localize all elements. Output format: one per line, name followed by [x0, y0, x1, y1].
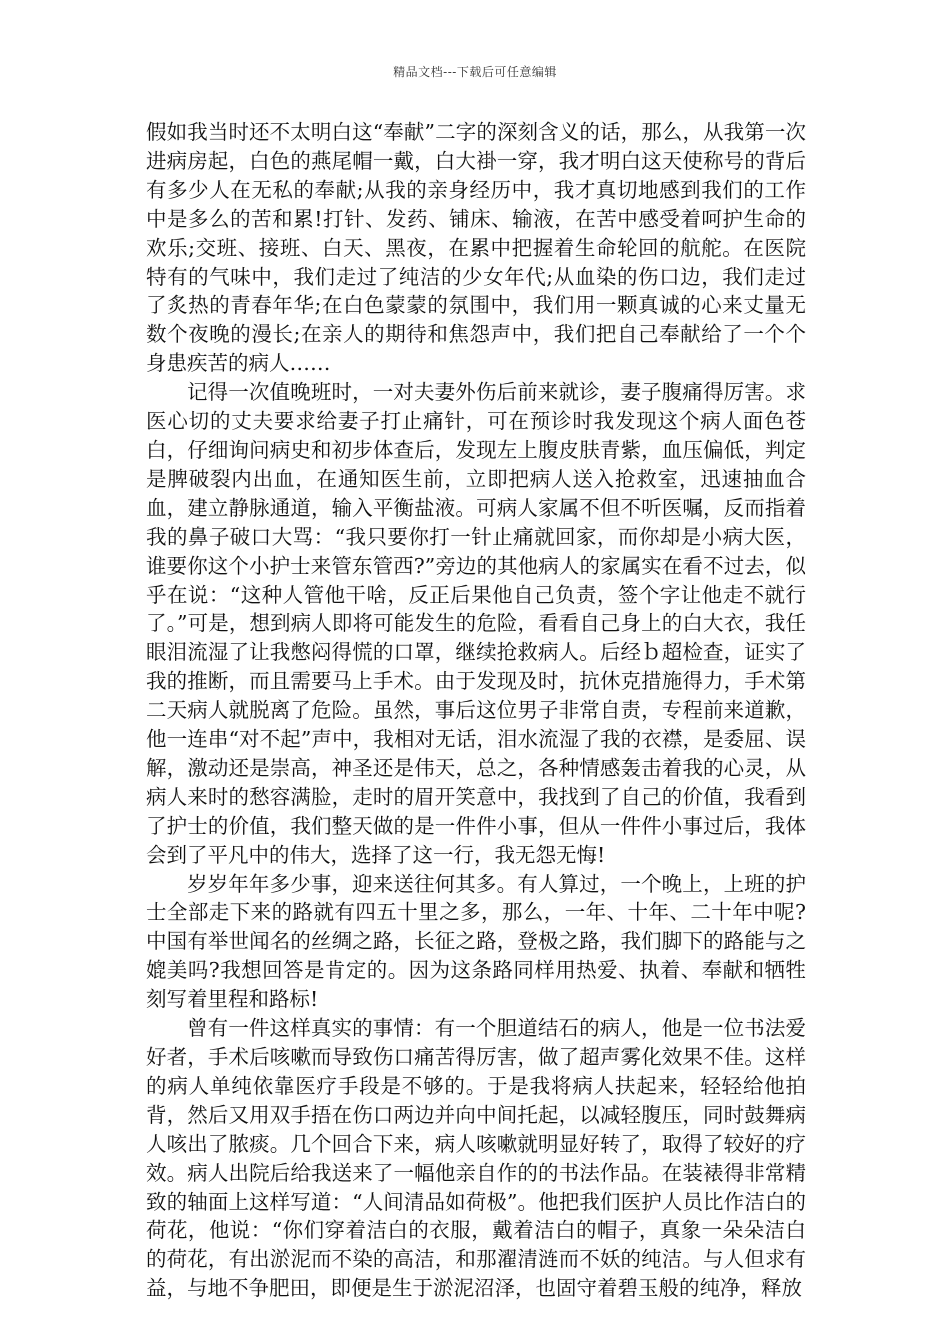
- paragraph-1: 假如我当时还不太明白这“奉献”二字的深刻含义的话，那么，从我第一次进病房起，白色的燕尾帽一戴，白大褂一穿，我才明白这天使称号的背后有多少人在无私的奉献;从我的亲身经历中，我才真切地感到我们的工作中是多么的苦和累!打针、发药、铺床、输液，在苦中感受着呵护生命的欢乐;交班、接班、白天、黑夜，在累中把握着生命轮回的航舵。在医院特有的气味中，我们走过了纯洁的少女年代;从血染的伤口边，我们走过了炙热的青春年华;在白色蒙蒙的氛围中，我们用一颗真诚的心来丈量无数个夜晚的漫长;在亲人的期待和焦怨声中，我们把自己奉献给了一个个身患疾苦的病人……: [146, 120, 806, 376]
- paragraph-2: 记得一次值晚班时，一对夫妻外伤后前来就诊，妻子腹痛得厉害。求医心切的丈夫要求给妻子打止痛针，可在预诊时我发现这个病人面色苍白，仔细询问病史和初步体查后，发现左上腹皮肤青紫，血压偏低，判定是脾破裂内出血，在通知医生前，立即把病人送入抢救室，迅速抽血合血，建立静脉通道，输入平衡盐液。可病人家属不但不听医嘱，反而指着我的鼻子破口大骂：“我只要你打一针止痛就回家，而你却是小病大医，谁要你这个小护士来管东管西?”旁边的其他病人的家属实在看不过去，似乎在说：“这种人管他干啥，反正后果他自己负责，签个字让他走不就行了。”可是，想到病人即将可能发生的危险，看看自己身上的白大衣，我任眼泪流湿了让我憋闷得慌的口罩，继续抢救病人。后经ｂ超检查，证实了我的推断，而且需要马上手术。由于发现及时，抗休克措施得力，手术第二天病人就脱离了危险。虽然，事后这位男子非常自责，专程前来道歉，他一连串“对不起”声中，我相对无话，泪水流湿了我的衣襟，是委屈、误解，激动还是崇高，神圣还是伟天，总之，各种情感轰击着我的心灵，从病人来时的愁容满脸，走时的眉开笑意中，我找到了自己的价值，我看到了护士的价值，我们整天做的是一件件小事，但从一件件小事过后，我体会到了平凡中的伟大，选择了这一行，我无怨无悔!: [146, 380, 806, 867]
- page-header: 精品文档---下载后可任意编辑: [393, 65, 557, 79]
- paragraph-3: 岁岁年年多少事，迎来送往何其多。有人算过，一个晚上，上班的护士全部走下来的路就有四五十里之多，那么，一年、十年、二十年中呢?中国有举世闻名的丝绸之路，长征之路，登极之路，我们脚下的路能与之媲美吗?我想回答是肯定的。因为这条路同样用热爱、执着、奉献和牺牲刻写着里程和路标!: [146, 871, 806, 1012]
- paragraph-4: 曾有一件这样真实的事情：有一个胆道结石的病人，他是一位书法爱好者，手术后咳嗽而导致伤口痛苦得厉害，做了超声雾化效果不佳。这样的病人单纯依靠医疗手段是不够的。于是我将病人扶起来，轻轻给他拍背，然后又用双手捂在伤口两边并向中间托起，以减轻腹压，同时鼓舞病人咳出了脓痰。几个回合下来，病人咳嗽就明显好转了，取得了较好的疗效。病人出院后给我送来了一幅他亲自作的的书法作品。在装裱得非常精致的轴面上这样写道：“人间清品如荷极”。他把我们医护人员比作洁白的荷花，他说：“你们穿着洁白的衣服，戴着洁白的帽子，真象一朵朵洁白的荷花，有出淤泥而不染的高洁，和那濯清涟而不妖的纯洁。与人但求有益，与地不争肥田，即便是生于淤泥沼泽，也固守着碧玉般的纯净，释放: [146, 1016, 806, 1301]
- document-body: [146, 118, 806, 1303]
